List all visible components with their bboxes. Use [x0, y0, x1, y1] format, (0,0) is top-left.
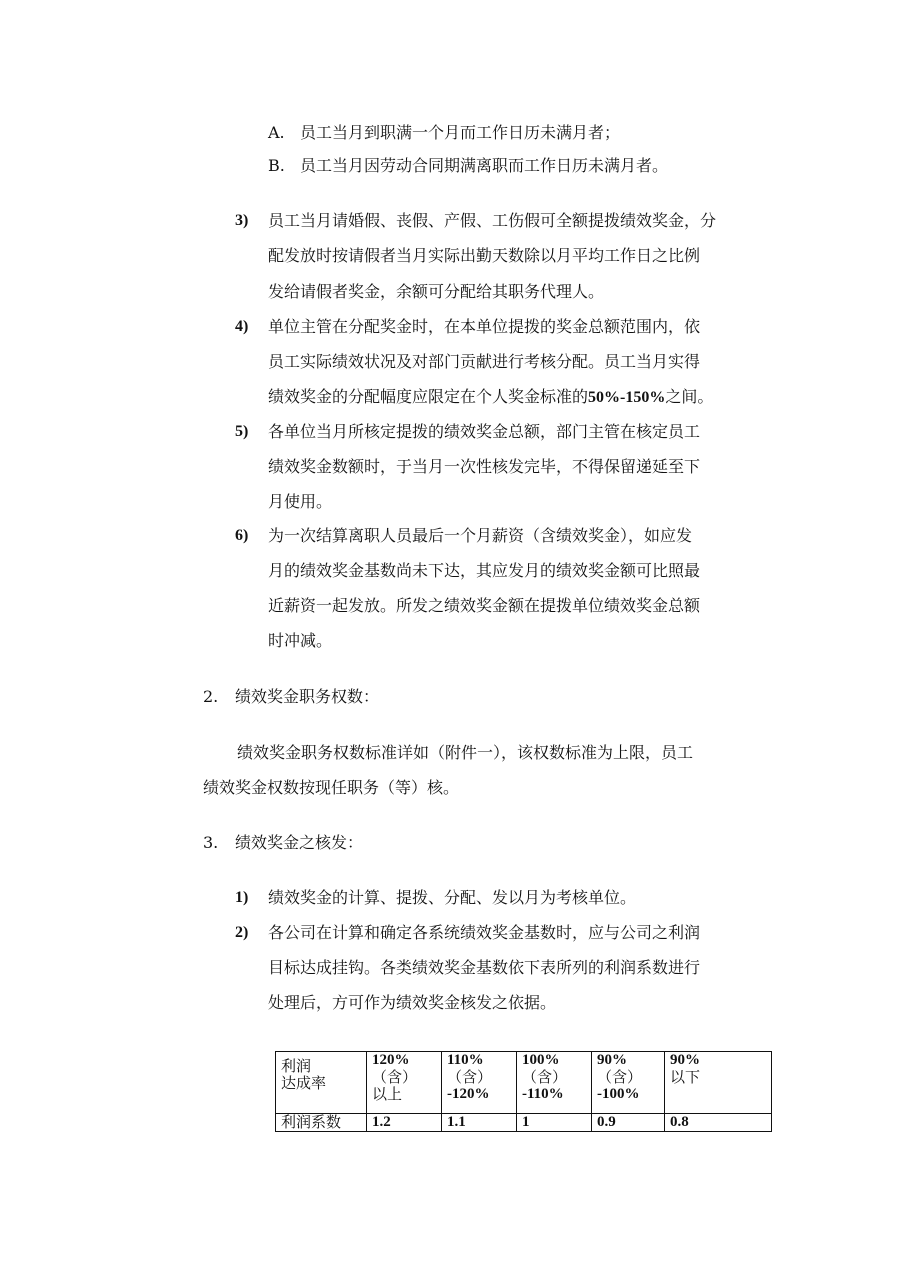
item5-line-2: 绩效奖金数额时，于当月一次性核发完毕，不得保留递延至下	[268, 457, 701, 476]
item4-line-3	[268, 387, 713, 408]
header-col-cell	[517, 1052, 592, 1114]
item-b-text: 员工当月因劳动合同期满离职而工作日历未满月者。	[300, 156, 669, 175]
section3-sub2-line-3: 处理后，方可作为绩效奖金核发之依据。	[268, 993, 557, 1012]
header-col-cell	[592, 1052, 665, 1114]
header-col-cell	[665, 1052, 772, 1114]
header-col-line: -110%	[522, 1086, 564, 1102]
header-label-cell	[276, 1052, 367, 1114]
item4-line-3-prefix: 绩效奖金的分配幅度应限定在个人奖金标准的	[268, 387, 589, 406]
item4-range-value: 50%-150%	[588, 389, 666, 406]
header-col-line: （含）	[597, 1068, 643, 1086]
header-label-line: 达成率	[281, 1074, 327, 1092]
item6-marker: 6)	[235, 527, 249, 544]
section3-marker: 3.	[203, 833, 219, 852]
item4-line-2: 员工实际绩效状况及对部门贡献进行考核分配。员工当月实得	[268, 352, 701, 371]
table-header-row	[276, 1052, 772, 1114]
item4-marker: 4)	[235, 318, 249, 335]
section2-marker: 2.	[203, 687, 219, 706]
section3-sub2-line-2: 目标达成挂钩。各类绩效奖金基数依下表所列的利润系数进行	[268, 958, 701, 977]
header-label-line: 利润	[281, 1057, 312, 1075]
row-value-cell: 1	[517, 1114, 592, 1132]
item5-marker: 5)	[235, 423, 249, 440]
header-col-line: 120%	[372, 1052, 410, 1068]
header-col-line: 90%	[670, 1052, 700, 1068]
row-label-cell: 利润系数	[276, 1114, 367, 1132]
item6-line-3: 近薪资一起发放。所发之绩效奖金额在提拨单位绩效奖金总额	[268, 596, 701, 615]
item4-line-1: 单位主管在分配奖金时，在本单位提拨的奖金总额范围内，依	[268, 317, 701, 336]
section3-sub2-line-1: 各公司在计算和确定各系统绩效奖金基数时，应与公司之利润	[268, 923, 701, 942]
section3-sub2-marker: 2)	[235, 924, 249, 941]
section2-para-line-1: 绩效奖金职务权数标准详如（附件一），该权数标准为上限，员工	[237, 743, 694, 762]
header-col-cell	[367, 1052, 442, 1114]
section3-title: 绩效奖金之核发：	[235, 833, 364, 852]
row-value-cell: 1.1	[442, 1114, 517, 1132]
item5-line-1: 各单位当月所核定提拨的绩效奖金总额，部门主管在核定员工	[268, 422, 701, 441]
row-value-cell: 1.2	[367, 1114, 442, 1132]
item3-line-3: 发给请假者奖金，余额可分配给其职务代理人。	[268, 282, 605, 301]
header-col-line: -100%	[597, 1086, 640, 1102]
header-col-cell	[442, 1052, 517, 1114]
item5-line-3: 月使用。	[268, 492, 333, 511]
profit-coefficient-table	[275, 1051, 772, 1132]
header-col-line: -120%	[447, 1086, 490, 1102]
header-col-line: 100%	[522, 1052, 560, 1068]
header-col-line: （含）	[522, 1068, 568, 1086]
item6-line-2: 月的绩效奖金基数尚未下达，其应发月的绩效奖金额可比照最	[268, 561, 701, 580]
section3-sub1-marker: 1)	[235, 889, 249, 906]
header-col-line: 以上	[372, 1085, 403, 1103]
header-col-line: 110%	[447, 1052, 484, 1068]
row-value-cell: 0.8	[665, 1114, 772, 1132]
item6-line-4: 时冲减。	[268, 631, 333, 650]
item-a-marker: A.	[268, 123, 285, 142]
table-row	[276, 1114, 772, 1132]
section2-title: 绩效奖金职务权数：	[235, 687, 380, 706]
row-value-cell: 0.9	[592, 1114, 665, 1132]
section2-para-line-2: 绩效奖金权数按现任职务（等）核。	[203, 778, 460, 797]
header-col-line: （含）	[447, 1068, 493, 1086]
section3-sub1-text: 绩效奖金的计算、提拨、分配、发以月为考核单位。	[268, 888, 637, 907]
item6-line-1: 为一次结算离职人员最后一个月薪资（含绩效奖金），如应发	[268, 526, 693, 545]
item3-line-2: 配发放时按请假者当月实际出勤天数除以月平均工作日之比例	[268, 246, 701, 265]
header-col-line: 以下	[670, 1068, 701, 1086]
item-b-marker: B.	[268, 156, 285, 175]
item3-line-1: 员工当月请婚假、丧假、产假、工伤假可全额提拨绩效奖金，分	[268, 211, 717, 230]
item-a-text: 员工当月到职满一个月而工作日历未满月者；	[300, 123, 621, 142]
header-col-line: （含）	[372, 1068, 418, 1086]
item3-marker: 3)	[235, 212, 249, 229]
header-col-line: 90%	[597, 1052, 627, 1068]
item4-line-3-suffix: 之间。	[665, 387, 714, 406]
